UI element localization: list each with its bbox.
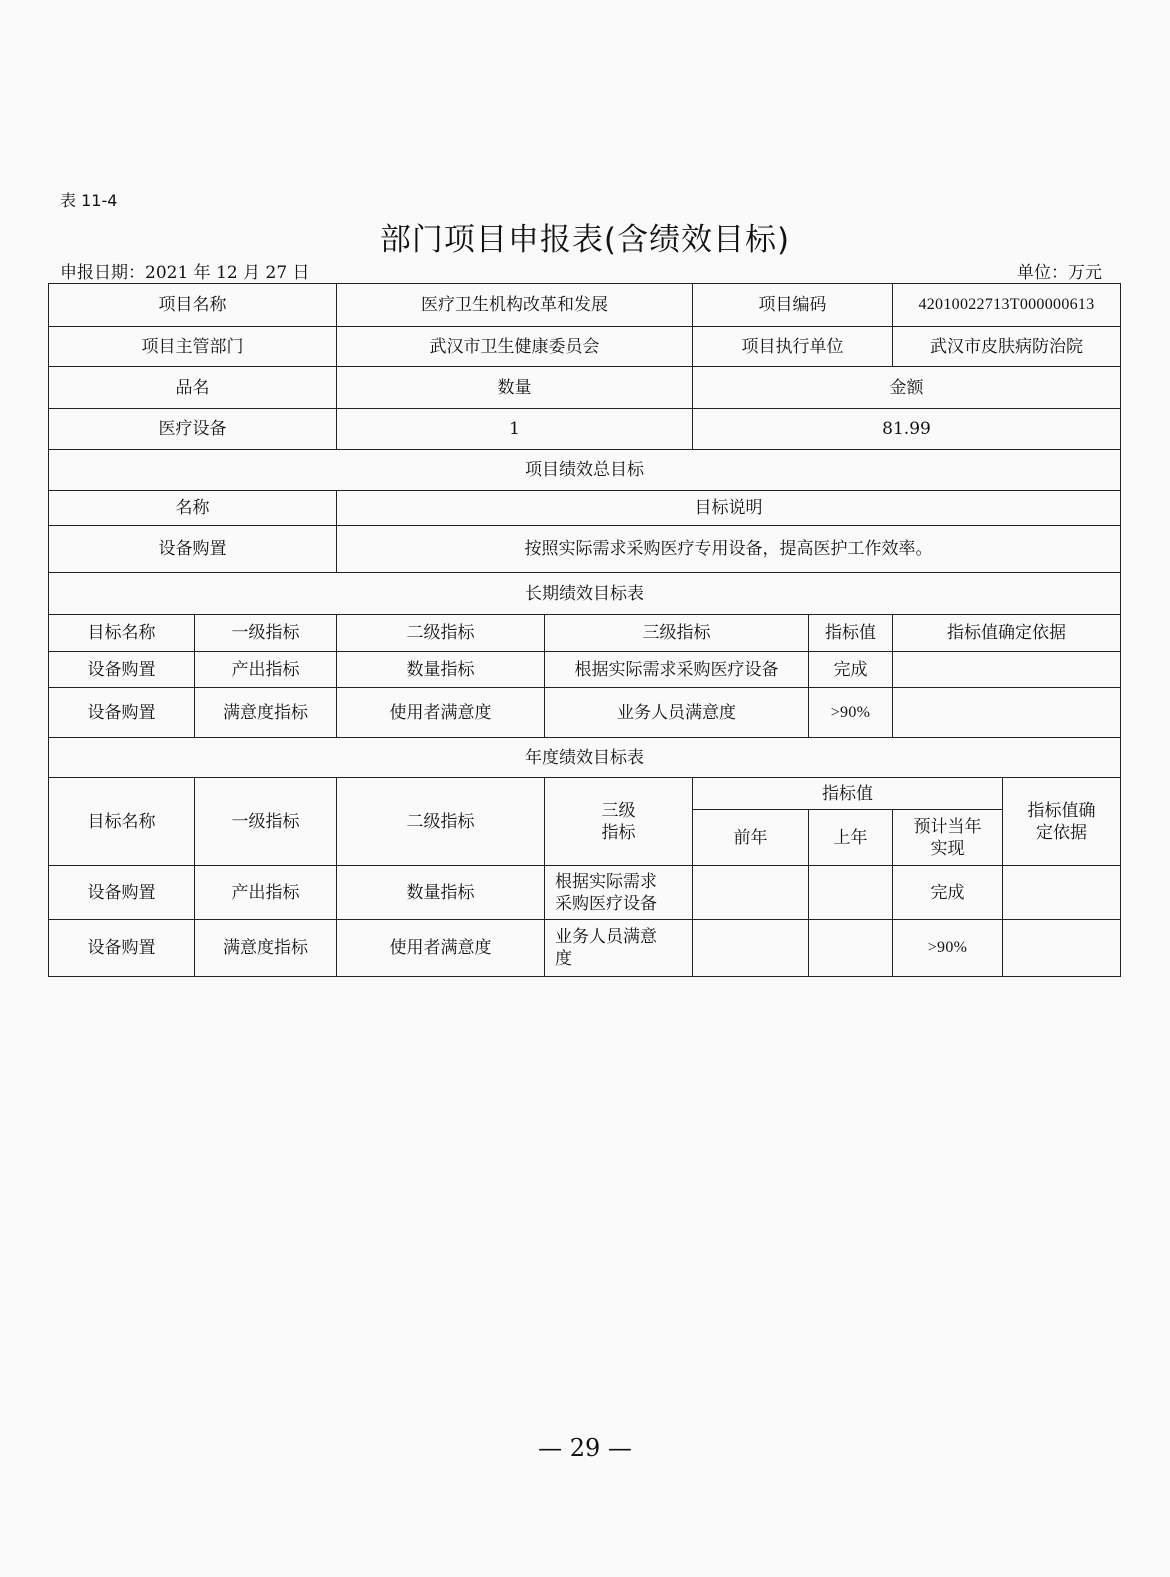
lt-cell: >90% [809, 688, 893, 738]
an-cell: >90% [893, 920, 1003, 977]
overall-name-header: 名称 [49, 491, 337, 526]
an-cell [693, 920, 809, 977]
table-header-row [49, 778, 1121, 810]
lt-cell: 业务人员满意度 [545, 688, 809, 738]
an-header-basis: 指标值确 定依据 [1003, 778, 1121, 866]
exec-unit-label: 项目执行单位 [693, 327, 893, 367]
an-cell: 使用者满意度 [337, 920, 545, 977]
table-row [49, 491, 1121, 526]
table-header-row [49, 615, 1121, 652]
page-number: — 29 — [538, 1434, 632, 1462]
lt-cell: 使用者满意度 [337, 688, 545, 738]
exec-unit-value: 武汉市皮肤病防治院 [893, 327, 1121, 367]
lt-header-l1: 一级指标 [195, 615, 337, 652]
project-basic-table [48, 283, 1121, 615]
an-cell [1003, 920, 1121, 977]
overall-desc-header: 目标说明 [337, 491, 1121, 526]
unit-label: 单位：万元 [1017, 263, 1102, 283]
item-header: 品名 [49, 367, 337, 409]
lt-cell: 完成 [809, 652, 893, 688]
section-heading-row [49, 450, 1121, 491]
long-term-heading: 长期绩效目标表 [49, 573, 1121, 615]
item-value: 医疗设备 [49, 409, 337, 450]
table-row [49, 526, 1121, 573]
an-header-name: 目标名称 [49, 778, 195, 866]
amount-value: 81.99 [693, 409, 1121, 450]
an-cell [809, 866, 893, 920]
an-header-current: 预计当年 实现 [893, 810, 1003, 866]
dept-value: 武汉市卫生健康委员会 [337, 327, 693, 367]
lt-cell [893, 652, 1121, 688]
an-cell [1003, 866, 1121, 920]
lt-cell: 设备购置 [49, 688, 195, 738]
table-row [49, 688, 1121, 738]
an-cell [809, 920, 893, 977]
an-cell: 满意度指标 [195, 920, 337, 977]
annual-heading: 年度绩效目标表 [49, 738, 1121, 778]
dept-label: 项目主管部门 [49, 327, 337, 367]
lt-cell: 根据实际需求采购医疗设备 [545, 652, 809, 688]
an-header-l2: 二级指标 [337, 778, 545, 866]
page-title: 部门项目申报表(含绩效目标) [379, 222, 791, 258]
table-row [49, 284, 1121, 327]
qty-header: 数量 [337, 367, 693, 409]
table-row [49, 367, 1121, 409]
section-heading-row [49, 573, 1121, 615]
table-row [49, 327, 1121, 367]
lt-header-name: 目标名称 [49, 615, 195, 652]
lt-header-l2: 二级指标 [337, 615, 545, 652]
overall-name-value: 设备购置 [49, 526, 337, 573]
an-cell: 设备购置 [49, 920, 195, 977]
an-cell: 产出指标 [195, 866, 337, 920]
lt-cell: 设备购置 [49, 652, 195, 688]
project-name-label: 项目名称 [49, 284, 337, 327]
an-cell [693, 866, 809, 920]
an-header-l1: 一级指标 [195, 778, 337, 866]
lt-header-l3: 三级指标 [545, 615, 809, 652]
lt-cell: 满意度指标 [195, 688, 337, 738]
an-header-l3: 三级 指标 [545, 778, 693, 866]
project-code-label: 项目编码 [693, 284, 893, 327]
an-cell: 设备购置 [49, 866, 195, 920]
section-heading-row [49, 738, 1121, 778]
table-row [49, 652, 1121, 688]
an-cell: 业务人员满意 度 [545, 920, 693, 977]
table-row [49, 866, 1121, 920]
an-cell: 根据实际需求 采购医疗设备 [545, 866, 693, 920]
project-code-value: 42010022713T000000613 [893, 284, 1121, 327]
annual-goal-table [48, 737, 1121, 977]
an-header-value: 指标值 [693, 778, 1003, 810]
qty-value: 1 [337, 409, 693, 450]
an-header-prev2: 前年 [693, 810, 809, 866]
an-cell: 数量指标 [337, 866, 545, 920]
lt-header-basis: 指标值确定依据 [893, 615, 1121, 652]
table-label: 表 11-4 [60, 191, 118, 210]
table-row [49, 409, 1121, 450]
overall-goal-heading: 项目绩效总目标 [49, 450, 1121, 491]
lt-header-value: 指标值 [809, 615, 893, 652]
lt-cell: 数量指标 [337, 652, 545, 688]
project-name-value: 医疗卫生机构改革和发展 [337, 284, 693, 327]
lt-cell: 产出指标 [195, 652, 337, 688]
an-header-prev1: 上年 [809, 810, 893, 866]
amount-header: 金额 [693, 367, 1121, 409]
an-cell: 完成 [893, 866, 1003, 920]
table-row [49, 920, 1121, 977]
long-term-goal-table [48, 614, 1121, 738]
lt-cell [893, 688, 1121, 738]
report-date: 申报日期：2021 年 12 月 27 日 [60, 263, 310, 283]
overall-desc-value: 按照实际需求采购医疗专用设备，提高医护工作效率。 [337, 526, 1121, 573]
